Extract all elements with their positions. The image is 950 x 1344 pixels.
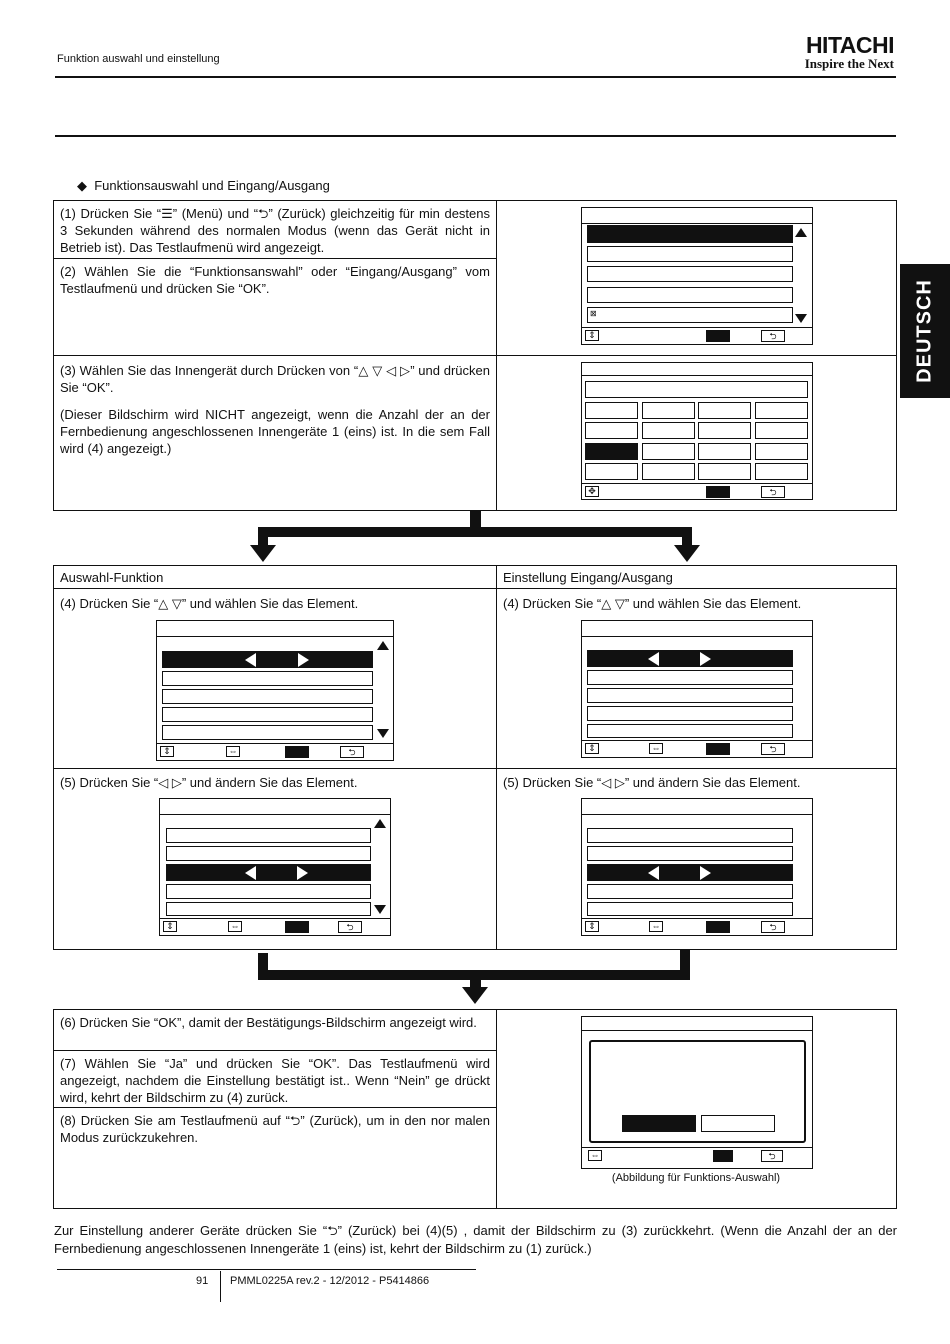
- updown-icon: ⇕: [160, 746, 174, 757]
- back-icon: ⮌: [761, 921, 785, 933]
- bullet-heading: ◆ Funktionsauswahl und Eingang/Ausgang: [77, 178, 330, 193]
- page-number: 91: [196, 1275, 209, 1287]
- section-rule: [55, 135, 896, 137]
- back-icon: ⮌: [761, 330, 785, 342]
- flow-connector: [258, 527, 692, 537]
- arrow-right-icon: [700, 652, 711, 666]
- updown-icon: ⇕: [585, 743, 599, 754]
- brand-name: HITACHI: [805, 32, 894, 58]
- step-1-text: (1) Drücken Sie “☰” (Menü) und “⮌” (Zurück) gleichzeitig für min destens 3 Sekunden während des normalen Modus (wenn das Gerät nicht in Betrieb ist). Das Testlaufmenü wird angezeigt.: [60, 206, 490, 255]
- arrow-left-icon: [245, 653, 256, 667]
- language-tab: DEUTSCH: [900, 264, 950, 398]
- arrow-up-icon: [795, 228, 807, 237]
- arrow-up-icon: [374, 819, 386, 828]
- footer-rule: [57, 1269, 476, 1270]
- arrow-down-icon: [374, 905, 386, 914]
- ok-button-icon: [706, 743, 730, 755]
- arrow-up-icon: [377, 641, 389, 650]
- ok-button-icon: [285, 921, 309, 933]
- step-6-text: (6) Drücken Sie “OK”, damit der Bestätigungs-Bildschirm angezeigt wird.: [60, 1015, 477, 1030]
- screen-io-select: [581, 620, 813, 758]
- screen-function-select: [156, 620, 394, 761]
- ok-button-icon: [706, 486, 730, 498]
- hitachi-logo: [776, 34, 894, 74]
- ok-button-icon: [285, 746, 309, 758]
- flow-arrow-icon: [674, 545, 700, 562]
- step-5-left-text: (5) Drücken Sie “◁ ▷” und ändern Sie das Element.: [60, 775, 358, 790]
- arrow-left-icon: [245, 866, 256, 880]
- document-id: PMML0225A rev.2 - 12/2012 - P5414866: [230, 1275, 430, 1287]
- column-header-function: Auswahl-Funktion: [60, 570, 164, 585]
- ok-button-icon: [713, 1150, 733, 1162]
- screen-function-change: [159, 798, 391, 936]
- updown-icon: ⇕: [585, 921, 599, 932]
- back-icon: ⮌: [338, 921, 362, 933]
- column-header-io: Einstellung Eingang/Ausgang: [503, 570, 673, 585]
- leftright-icon: ⇔: [228, 921, 242, 932]
- flow-arrow-icon: [250, 545, 276, 562]
- no-option: [701, 1115, 775, 1132]
- yes-option: [622, 1115, 696, 1132]
- section-title: Funktion auswahl und einstellung: [57, 53, 220, 65]
- step-4-right-text: (4) Drücken Sie “△ ▽” und wählen Sie das Element.: [503, 596, 802, 611]
- step-4-left-text: (4) Drücken Sie “△ ▽” und wählen Sie das Element.: [60, 596, 359, 611]
- leftright-icon: ⇔: [649, 921, 663, 932]
- leftright-icon: ⇔: [588, 1150, 602, 1161]
- arrow-left-icon: [648, 652, 659, 666]
- step-2-text: (2) Wählen Sie die “Funktionsanswahl” oder “Eingang/Ausgang” vom Testlaufmenü und drücken Sie “OK”.: [60, 264, 490, 296]
- flow-arrow-icon: [462, 987, 488, 1004]
- back-icon: ⮌: [761, 1150, 783, 1162]
- screen-test-menu: ⊠ ⇕ ⮌: [581, 207, 813, 345]
- ok-button-icon: [706, 921, 730, 933]
- brand-tagline: Inspire the Next: [804, 56, 894, 71]
- arrow-right-icon: [700, 866, 711, 880]
- arrow-down-icon: [795, 314, 807, 323]
- screen-confirm: [581, 1016, 813, 1169]
- screen-unit-select: [581, 362, 813, 500]
- step-8-text: (8) Drücken Sie am Testlaufmenü auf “⮌” (Zurück), um in den nor malen Modus zurückzukehren.: [60, 1113, 490, 1145]
- updown-icon: ⇕: [585, 330, 599, 341]
- arrow-down-icon: [377, 729, 389, 738]
- back-icon: ⮌: [340, 746, 364, 758]
- step-3-text: (3) Wählen Sie das Innengerät durch Drücken von “△ ▽ ◁ ▷” und drücken Sie “OK”.: [60, 363, 490, 395]
- flow-connector: [258, 953, 268, 971]
- updown-icon: ⇕: [163, 921, 177, 932]
- step-7-text: (7) Wählen Sie “Ja” und drücken Sie “OK”. Das Testlaufmenü wird angezeigt, nachdem die Einstellung bestätigt ist.. Wenn “Nein” ge drückt wird, kehrt der Bildschirm zu (4) zurück.: [60, 1056, 490, 1105]
- step-5-right-text: (5) Drücken Sie “◁ ▷” und ändern Sie das Element.: [503, 775, 801, 790]
- leftright-icon: ⇔: [226, 746, 240, 757]
- four-way-icon: ✥: [585, 486, 599, 497]
- flow-connector: [470, 511, 481, 527]
- ok-button-icon: [706, 330, 730, 342]
- step-3-note: (Dieser Bildschirm wird NICHT angezeigt, wenn die Anzahl der an der Fernbedienung angeschlossenen Innengeräte 1 (eins) ist. In die sem Fall wird (4) angezeigt.): [60, 407, 490, 456]
- leftright-icon: ⇔: [649, 743, 663, 754]
- header-rule: [55, 76, 896, 78]
- return-note: Zur Einstellung anderer Geräte drücken Sie “⮌” (Zurück) bei (4)(5) , damit der Bildschirm zu (3) zurückkehrt. (Wenn die Anzahl der an der Fernbedienung angeschlossenen Innengeräte 1 (eins) ist, kehrt der Bildschirm zu (1) zurück.): [54, 1223, 897, 1256]
- back-icon: ⮌: [761, 486, 785, 498]
- arrow-right-icon: [297, 866, 308, 880]
- back-icon: ⮌: [761, 743, 785, 755]
- screen-io-change: [581, 798, 813, 936]
- figure-caption: (Abbildung für Funktions-Auswahl): [611, 1172, 781, 1184]
- arrow-right-icon: [298, 653, 309, 667]
- arrow-left-icon: [648, 866, 659, 880]
